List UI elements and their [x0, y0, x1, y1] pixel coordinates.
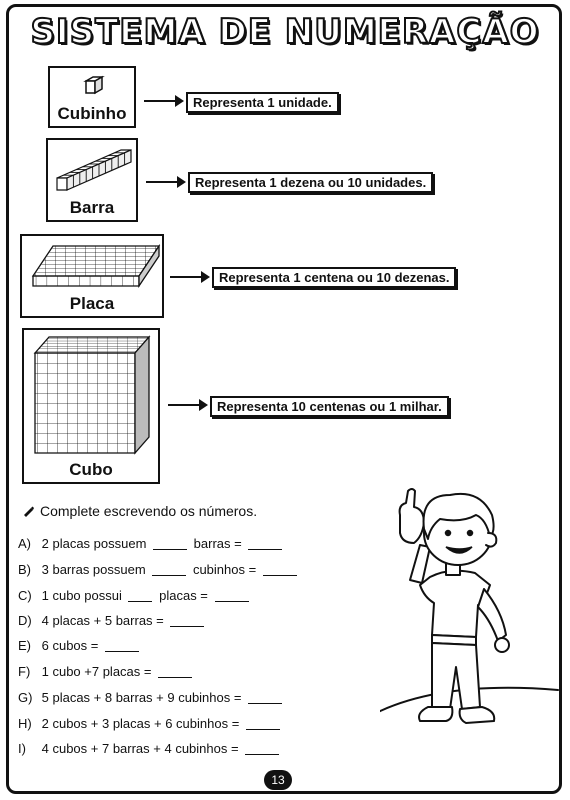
- answer-blank[interactable]: [248, 703, 282, 704]
- answer-blank[interactable]: [170, 626, 204, 627]
- instruction: [22, 503, 257, 519]
- barra-description: Representa 1 dezena ou 10 unidades.: [188, 172, 433, 193]
- arrow-2: [146, 181, 184, 183]
- question-g: [18, 690, 285, 705]
- placa-box: [20, 234, 164, 318]
- question-f: [18, 664, 195, 679]
- question-letter: I): [18, 741, 26, 756]
- pencil-icon: [22, 505, 34, 517]
- question-text: 4 cubos + 7 barras + 4 cubinhos =: [41, 741, 239, 756]
- instruction-text: Complete escrevendo os números.: [40, 503, 258, 519]
- question-text: 3 barras possuem: [41, 562, 146, 577]
- arrow-1: [144, 100, 182, 102]
- answer-blank[interactable]: [248, 549, 282, 550]
- question-text: placas =: [159, 588, 208, 603]
- question-letter: F): [18, 664, 31, 679]
- thousand-cube-icon: [27, 333, 157, 457]
- answer-blank[interactable]: [152, 575, 186, 576]
- question-letter: B): [18, 562, 31, 577]
- question-text: 1 cubo possui: [41, 588, 122, 603]
- question-text: 1 cubo +7 placas =: [41, 664, 152, 679]
- answer-blank[interactable]: [128, 601, 152, 602]
- question-text: cubinhos =: [192, 562, 257, 577]
- placa-description: Representa 1 centena ou 10 dezenas.: [212, 267, 456, 288]
- cubinho-label: Cubinho: [57, 104, 127, 123]
- answer-blank[interactable]: [215, 601, 249, 602]
- cubo-description: Representa 10 centenas ou 1 milhar.: [210, 396, 449, 417]
- barra-label: Barra: [69, 198, 115, 217]
- question-letter: C): [18, 588, 32, 603]
- answer-blank[interactable]: [153, 549, 187, 550]
- question-d: [18, 613, 207, 628]
- hundred-flat-icon: [25, 240, 161, 292]
- page-title: SISTEMA DE NUMERAÇÃO: [30, 12, 540, 52]
- cubinho-description: Representa 1 unidade.: [186, 92, 339, 113]
- question-b: [18, 562, 300, 577]
- question-text: 2 cubos + 3 placas + 6 cubinhos =: [41, 716, 240, 731]
- question-c: [18, 588, 252, 603]
- barra-box: [46, 138, 138, 222]
- cubo-box: [22, 328, 160, 484]
- question-letter: G): [18, 690, 33, 705]
- cubo-label: Cubo: [69, 460, 113, 479]
- placa-label: Placa: [69, 294, 115, 313]
- question-letter: E): [18, 638, 31, 653]
- ten-rod-icon: [51, 144, 135, 196]
- unit-cube-icon: [83, 74, 105, 96]
- question-text: 5 placas + 8 barras + 9 cubinhos =: [41, 690, 242, 705]
- question-text: 4 placas + 5 barras =: [41, 613, 164, 628]
- question-letter: H): [18, 716, 32, 731]
- answer-blank[interactable]: [158, 677, 192, 678]
- arrow-4: [168, 404, 206, 406]
- boy-pointing-illustration: [380, 485, 560, 755]
- question-text: 6 cubos =: [41, 638, 99, 653]
- question-i: [18, 741, 282, 756]
- answer-blank[interactable]: [263, 575, 297, 576]
- question-a: [18, 536, 285, 551]
- question-e: [18, 638, 142, 653]
- page-number: 13: [264, 770, 292, 790]
- question-text: barras =: [193, 536, 242, 551]
- question-letter: A): [18, 536, 31, 551]
- answer-blank[interactable]: [246, 729, 280, 730]
- question-h: [18, 716, 283, 731]
- answer-blank[interactable]: [105, 651, 139, 652]
- answer-blank[interactable]: [245, 754, 279, 755]
- cubinho-box: [48, 66, 136, 128]
- question-letter: D): [18, 613, 32, 628]
- arrow-3: [170, 276, 208, 278]
- question-text: 2 placas possuem: [41, 536, 147, 551]
